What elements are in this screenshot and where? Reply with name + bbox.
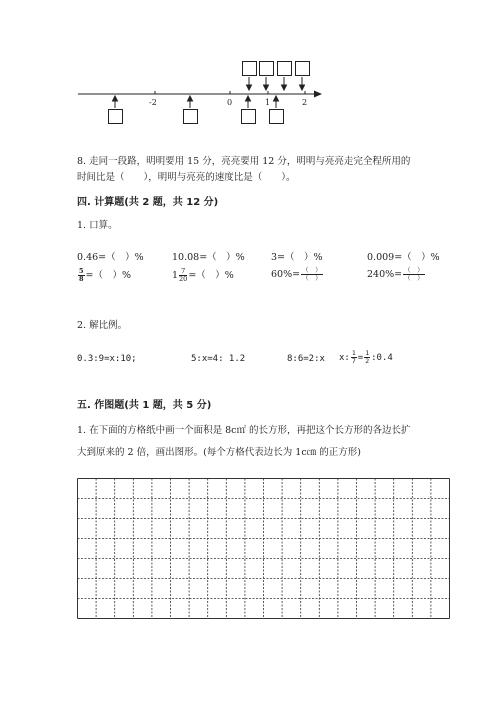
answer-box-bottom-1[interactable] bbox=[108, 109, 123, 124]
answer-box-top-4[interactable] bbox=[295, 61, 310, 76]
ratio-4-pre: x: bbox=[339, 353, 350, 363]
mental-math-5 bbox=[77, 267, 131, 283]
fraction-blank-8: $\frac{( )}{( )}$ bbox=[404, 266, 424, 282]
answer-box-bottom-2[interactable] bbox=[183, 109, 198, 124]
mental-math-7-pre: 60%= bbox=[271, 269, 301, 280]
s5-q1-line2: 大到原来的 2 倍，画出图形。(每个方格代表边长为 1c㎝ 的正方形) bbox=[77, 447, 361, 458]
mental-math-5-tail: =（ ）% bbox=[85, 270, 132, 281]
ratio-4-eq: = bbox=[357, 353, 364, 363]
tick-label-neg2: -2 bbox=[149, 98, 157, 107]
ratio-4-tail: :0.4 bbox=[371, 353, 393, 363]
mental-math-3: 3=（ ）% bbox=[271, 252, 323, 263]
tick-label-1: 1 bbox=[265, 98, 271, 107]
fraction-7-20: $\frac{7}{20}$ bbox=[179, 267, 188, 283]
grid-paper[interactable] bbox=[77, 478, 450, 619]
s5-q1-line1: 1. 在下面的方格纸中画一个面积是 8c㎡ 的长方形，再把这个长方形的各边长扩 bbox=[77, 425, 411, 436]
fraction-5-8: $\frac{5}{8}$ bbox=[79, 267, 84, 283]
ratio-1: 0.3:9=x:10; bbox=[77, 354, 137, 364]
ratio-4 bbox=[339, 350, 393, 365]
mental-math-6-tail: =（ ）% bbox=[188, 270, 234, 281]
answer-box-bottom-4[interactable] bbox=[269, 109, 284, 124]
fraction-blank-7: $\frac{( )}{( )}$ bbox=[302, 266, 322, 282]
section5-title: 五. 作图题(共 1 题，共 5 分) bbox=[77, 400, 212, 411]
fraction-1-7: $\frac{1}{7}$ bbox=[351, 349, 356, 365]
q1-label: 1. 口算。 bbox=[77, 220, 118, 231]
ratio-3: 8:6=2:x bbox=[287, 354, 325, 364]
tick-label-2: 2 bbox=[302, 98, 308, 107]
mental-math-2: 10.08=（ ）% bbox=[172, 252, 245, 263]
mental-math-4: 0.009=（ ）% bbox=[367, 252, 440, 263]
answer-box-top-1[interactable] bbox=[242, 61, 257, 76]
q8-line2: 时间比是（ ），明明与亮亮的速度比是（ ）。 bbox=[77, 172, 296, 183]
grid-paper-lines bbox=[77, 478, 450, 619]
q8-line1: 8. 走同一段路，明明要用 15 分，亮亮要用 12 分，明明与亮亮走完全程所用的 bbox=[77, 156, 411, 167]
ratio-2: 5:x=4: 1.2 bbox=[191, 354, 246, 364]
answer-box-top-3[interactable] bbox=[277, 61, 292, 76]
q2-label: 2. 解比例。 bbox=[77, 320, 128, 331]
mental-math-8 bbox=[367, 267, 426, 282]
fraction-1-2: $\frac{1}{2}$ bbox=[365, 349, 370, 365]
answer-box-bottom-3[interactable] bbox=[241, 109, 256, 124]
section4-title: 四. 计算题(共 2 题，共 12 分) bbox=[77, 197, 219, 208]
mental-math-7 bbox=[271, 267, 324, 282]
mental-math-6 bbox=[172, 267, 234, 283]
answer-box-top-2[interactable] bbox=[259, 61, 274, 76]
mental-math-1: 0.46=（ ）% bbox=[77, 252, 144, 263]
mental-math-8-pre: 240%= bbox=[367, 269, 403, 280]
tick-label-0: 0 bbox=[227, 98, 233, 107]
mixed-whole: 1 bbox=[172, 270, 179, 281]
